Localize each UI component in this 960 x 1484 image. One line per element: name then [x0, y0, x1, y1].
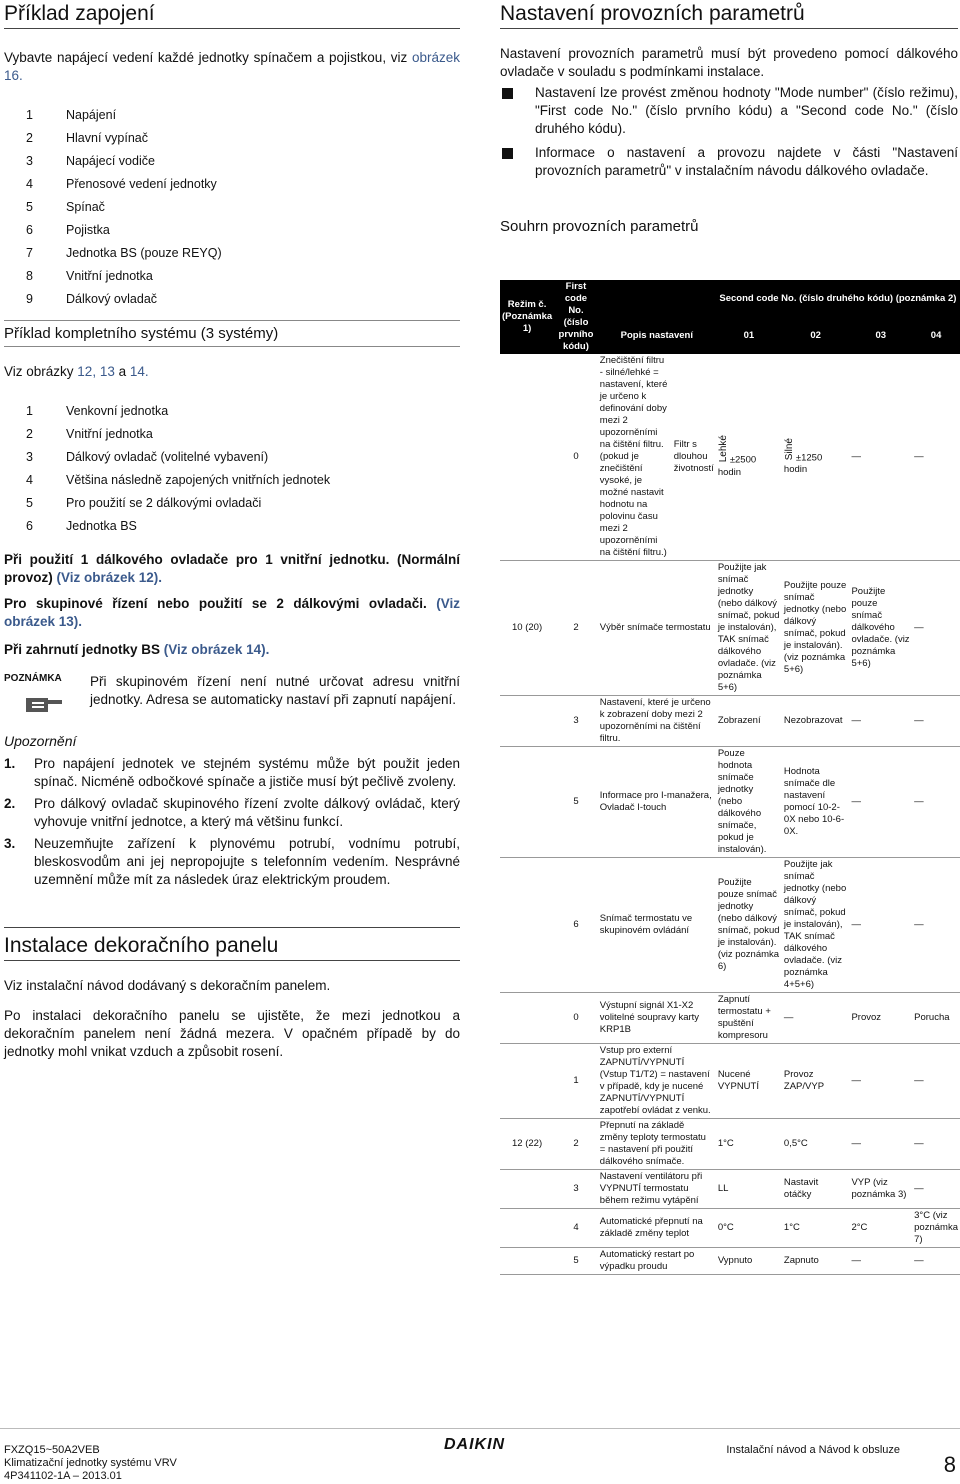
- table-row: [500, 561, 960, 696]
- warning-text: Pro napájení jednotek ve stejném systému může být použit jeden spínač. Nicméně odbočkové spínače a jističe musí být pečlivě zvoleny.: [34, 756, 460, 789]
- row-mode: [500, 1248, 554, 1275]
- row-first-code: 2: [573, 622, 579, 633]
- row-col-04: —: [914, 1255, 924, 1266]
- use-case-1: [4, 551, 460, 587]
- settings-intro: Nastavení provozních parametrů musí být provedeno pomocí dálkového ovladače v souladu s podmínkami instalace.: [500, 46, 958, 79]
- legend-number: 2: [26, 426, 33, 441]
- legend-item: [4, 264, 460, 287]
- table-row: [500, 747, 960, 858]
- row-mode: [500, 1044, 554, 1119]
- row-description: Výběr snímače termostatu: [599, 622, 711, 633]
- table-row: [500, 354, 960, 561]
- row-col-01: Vypnuto: [717, 1255, 753, 1266]
- legend-text: Pojistka: [66, 222, 110, 237]
- warning-number: 3.: [4, 836, 16, 851]
- row-col-03: —: [851, 1255, 861, 1266]
- left-column: [4, 0, 460, 1061]
- subtitle-bar: [4, 320, 460, 347]
- table-row: [500, 1170, 960, 1209]
- filter-label: Filtr s dlouhou životností: [673, 439, 714, 474]
- row-description: Snímač termostatu ve skupinovém ovládání: [599, 913, 693, 936]
- row-col-04: —: [914, 622, 924, 633]
- row-first-code: 2: [573, 1138, 579, 1149]
- bullet-1: [500, 84, 958, 138]
- right-column: [500, 0, 958, 235]
- intro-paragraph: [4, 49, 460, 85]
- legend-number: 1: [26, 403, 33, 418]
- legend-item: [4, 103, 460, 126]
- legend-item: [4, 126, 460, 149]
- footer-left: [4, 1444, 177, 1483]
- row-col-02: —: [783, 1012, 794, 1023]
- header-desc: Popis nastavení: [598, 317, 716, 354]
- legend-item: [4, 514, 460, 537]
- legend-number: 9: [26, 291, 33, 306]
- warning-list: [4, 755, 460, 889]
- legend-text: Vnitřní jednotka: [66, 268, 153, 283]
- legend-number: 3: [26, 153, 33, 168]
- row-first-code: 0: [573, 1012, 579, 1023]
- row-col-02: 1°C: [783, 1222, 800, 1233]
- row-col-03: VYP (viz poznámka 3): [851, 1177, 907, 1200]
- legend-number: 4: [26, 472, 33, 487]
- legend-text: Venkovní jednotka: [66, 403, 169, 418]
- table-row: [500, 1209, 960, 1248]
- intro-text: Vybavte napájecí vedení každé jednotky spínačem a pojistkou, viz: [4, 50, 408, 65]
- row-mode: [500, 1209, 554, 1248]
- section2-title: Instalace dekoračního panelu: [4, 934, 279, 957]
- row-col-03: —: [851, 1138, 861, 1149]
- row-col-03: —: [851, 1075, 861, 1086]
- row-description: Nastavení, které je určeno k zobrazení doby mezi 2 upozorněními na čištění filtru.: [599, 697, 711, 744]
- row-mode: [500, 354, 554, 561]
- use2-text: Pro skupinové řízení nebo použití se 2 dálkovými ovladači.: [4, 596, 427, 611]
- footer-product: Klimatizační jednotky systému VRV: [4, 1457, 177, 1469]
- legend-text: Jednotka BS: [66, 518, 137, 533]
- row-mode: [500, 1170, 554, 1209]
- row-mode: [500, 696, 554, 747]
- row-col-01: LL: [717, 1183, 729, 1194]
- page-title: Příklad zapojení: [4, 2, 155, 25]
- light-label: Lehké: [717, 435, 729, 463]
- row-col-04: —: [914, 1183, 924, 1194]
- row-col-01: Použijte pouze snímač jednotky (nebo dálkový snímač, pokud je instalován). (viz poznámka 6): [717, 877, 780, 972]
- row-first-code: 5: [573, 1255, 579, 1266]
- legend-number: 2: [26, 130, 33, 145]
- row-mode: 12 (22): [512, 1138, 543, 1149]
- deco-paragraph-2: Po instalaci dekoračního panelu se ujistěte, že mezi jednotkou a dekoračním panelem není žádná mezera. V opačném případě by do jednotky mohl vnikat vzduch a způsobit rosení.: [4, 1008, 460, 1059]
- row-col-01: Zobrazení: [717, 715, 761, 726]
- footer-doc: Instalační návod a Návod k obsluze: [726, 1444, 900, 1456]
- footer-model: FXZQ15~50A2VEB: [4, 1444, 100, 1456]
- legend-list-2: [4, 399, 460, 537]
- row-description: Nastavení ventilátoru při VYPNUTÍ termostatu během režimu vytápění: [599, 1171, 703, 1206]
- legend-item: [4, 445, 460, 468]
- use3-link[interactable]: (Viz obrázek 14).: [163, 642, 270, 657]
- footer-code: 4P341102-1A – 2013.01: [4, 1470, 122, 1482]
- note-label-area: [4, 673, 90, 723]
- row-first-code: 3: [573, 1183, 579, 1194]
- use1-text: Při použití 1 dálkového ovladače pro 1 vnitřní jednotku. (Normální provoz): [4, 552, 460, 585]
- row-mode: [500, 993, 554, 1044]
- legend-text: Napájecí vodiče: [66, 153, 155, 168]
- row-col-02: Provoz ZAP/VYP: [783, 1069, 825, 1092]
- warning-number: 1.: [4, 756, 16, 771]
- row-first-code: 4: [573, 1222, 579, 1233]
- row-col-01: Pouze hodnota snímače jednotky (nebo dálkového snímače, pokud je instalován).: [717, 748, 767, 855]
- row-col-04: Porucha: [914, 1012, 950, 1023]
- row-col-04: —: [914, 715, 924, 726]
- legend-text: Dálkový ovladač (volitelné vybavení): [66, 449, 269, 464]
- section2-bar: [4, 927, 460, 961]
- legend-number: 7: [26, 245, 33, 260]
- bullet-2: [500, 144, 958, 180]
- settings-title: Nastavení provozních parametrů: [500, 2, 805, 25]
- table-row: [500, 858, 960, 993]
- right-title-bar: [500, 0, 958, 29]
- table-row: [500, 1119, 960, 1170]
- warning-number: 2.: [4, 796, 16, 811]
- header-col-02: 02: [782, 317, 850, 354]
- legend-number: 6: [26, 518, 33, 533]
- warning-text: Pro dálkový ovladač skupinového řízení zvolte dálkový ovládač, který vyhovuje vnitřní jednotce, a který má většinu funkcí.: [34, 796, 460, 829]
- row-col-01: [716, 354, 782, 561]
- header-col-04: 04: [912, 317, 960, 354]
- row-col-02: Použijte pouze snímač jednotky (nebo dálkový snímač, pokud je instalován). (viz poznámka 5+6): [783, 580, 847, 675]
- bullet-square-icon: [502, 148, 513, 159]
- legend-number: 4: [26, 176, 33, 191]
- legend-item: [4, 422, 460, 445]
- legend-item: [4, 149, 460, 172]
- warning-title: Upozornění: [4, 733, 77, 749]
- row-col-02: Hodnota snímače dle nastavení pomocí 10-2-0X nebo 10-6-0X.: [783, 766, 845, 837]
- table-body: [500, 354, 960, 1275]
- row-col-01: Zapnutí termostatu + spuštění kompresoru: [717, 994, 771, 1041]
- row-description: Automatický restart po výpadku proudu: [599, 1249, 695, 1272]
- row-col-04: —: [914, 451, 924, 462]
- use3-text: Při zahrnutí jednotky BS: [4, 642, 161, 657]
- row-col-01: 1°C: [717, 1138, 734, 1149]
- use2-link[interactable]: (Viz obrázek 13).: [4, 596, 460, 629]
- row-description: Výstupní signál X1-X2 volitelné soupravy karty KRP1B: [599, 1000, 700, 1035]
- row-col-04: 3°C (viz poznámka 7): [914, 1210, 958, 1245]
- row-col-01: 0°C: [717, 1222, 734, 1233]
- row-col-01-value: ±2500 hodin: [717, 454, 757, 478]
- row-col-03: Použijte pouze snímač dálkového ovladače. (viz poznámka 5+6): [851, 586, 910, 669]
- legend-item: [4, 195, 460, 218]
- legend-item: [4, 399, 460, 422]
- table-header-row: [500, 280, 960, 317]
- bullet-1-text: Nastavení lze provést změnou hodnoty "Mode number" (číslo režimu), "First code No." (číslo prvního kódu) a "Second code No." (číslo druhého kódu).: [535, 85, 958, 136]
- note-box: [4, 673, 460, 723]
- summary-title: Souhrn provozních parametrů: [500, 218, 699, 235]
- row-description: Automatické přepnutí na základě změny teplot: [599, 1216, 703, 1239]
- note-text: Při skupinovém řízení není nutné určovat adresu vnitřní jednotky. Adresa se automaticky nastaví při zapnutí napájení.: [90, 674, 460, 707]
- row-col-03: Provoz: [851, 1012, 882, 1023]
- row-first-code: 0: [573, 451, 579, 462]
- legend-item: [4, 491, 460, 514]
- see-figures: [4, 363, 460, 381]
- table-row: [500, 696, 960, 747]
- legend-text: Dálkový ovladač: [66, 291, 158, 306]
- legend-number: 1: [26, 107, 33, 122]
- legend-number: 8: [26, 268, 33, 283]
- legend-item: [4, 468, 460, 491]
- legend-text: Napájení: [66, 107, 117, 122]
- table-row: [500, 1248, 960, 1275]
- row-col-03: —: [851, 451, 861, 462]
- use-case-2: [4, 595, 460, 631]
- bullet-square-icon: [502, 88, 513, 99]
- note-label: POZNÁMKA: [4, 673, 62, 684]
- page-number: 8: [943, 1452, 956, 1477]
- legend-item: [4, 287, 460, 310]
- intro-link[interactable]: obrázek 16.: [4, 50, 460, 83]
- legend-list-1: [4, 103, 460, 310]
- bullet-2-text: Informace o nastavení a provozu najdete v části "Nastavení provozních parametrů" v instalačním návodu dálkového ovladače.: [535, 145, 958, 178]
- row-mode: 10 (20): [512, 622, 543, 633]
- row-col-02-value: ±1250 hodin: [783, 452, 823, 476]
- row-col-04: —: [914, 919, 924, 930]
- row-col-02: [782, 354, 850, 561]
- see-links[interactable]: 12, 13: [77, 364, 115, 379]
- legend-text: Vnitřní jednotka: [66, 426, 153, 441]
- row-description: Znečištění filtru - silné/lehké = nastavení, které je určeno k definování doby mezi 2 upozorněními na čištění filtru. (pokud je znečištění vysoké, je možné nastavit hodnotu na polovinu času mezi 2 upozorněními na čištění filtru.): [599, 355, 668, 558]
- deco-paragraph-1: Viz instalační návod dodávaný s dekoračním panelem.: [4, 978, 331, 993]
- header-mode: Režim č. (Poznámka 1): [500, 280, 554, 354]
- legend-number: 5: [26, 495, 33, 510]
- header-second-code: Second code No. (číslo druhého kódu) (poznámka 2): [716, 280, 960, 317]
- header-col-03: 03: [849, 317, 912, 354]
- see-prefix: Viz obrázky: [4, 364, 74, 379]
- row-description: Informace pro I-manažera, Ovladač I-touch: [599, 790, 712, 813]
- header-first-code: First code No. (číslo prvního kódu): [554, 280, 598, 354]
- row-first-code: 5: [573, 796, 579, 807]
- legend-item: [4, 241, 460, 264]
- row-col-04: —: [914, 1075, 924, 1086]
- header-col-01: 01: [716, 317, 782, 354]
- row-col-03: —: [851, 796, 861, 807]
- warning-text: Neuzemňujte zařízení k plynovému potrubí, vodnímu potrubí, bleskosvodům ani jej nepropojujte s telefonním vedením. Nesprávné uzemnění může mít za následek úraz elektrickým proudem.: [34, 836, 460, 887]
- row-col-01: Použijte jak snímač jednotky (nebo dálkový snímač, pokud je instalován), TAK snímač dálkového ovladače. (viz poznámka 5+6): [717, 562, 780, 693]
- subtitle: Příklad kompletního systému (3 systémy): [4, 325, 279, 342]
- pointing-hand-icon: [24, 690, 64, 720]
- legend-number: 5: [26, 199, 33, 214]
- row-mode: [500, 747, 554, 858]
- legend-item: [4, 172, 460, 195]
- legend-text: Hlavní vypínač: [66, 130, 148, 145]
- row-col-02: Nastavit otáčky: [783, 1177, 819, 1200]
- legend-text: Pro použití se 2 dálkovými ovladači: [66, 495, 262, 510]
- table-row: [500, 993, 960, 1044]
- row-col-02: 0,5°C: [783, 1138, 808, 1149]
- row-first-code: 1: [573, 1075, 579, 1086]
- row-col-01: Nucené VYPNUTÍ: [717, 1069, 759, 1092]
- warning-item: [4, 755, 460, 791]
- legend-text: Spínač: [66, 199, 105, 214]
- row-first-code: 6: [573, 919, 579, 930]
- footer-rule: [0, 1428, 960, 1429]
- legend-text: Přenosové vedení jednotky: [66, 176, 217, 191]
- row-col-02: Zapnuto: [783, 1255, 819, 1266]
- see-and: a: [118, 364, 127, 379]
- legend-item: [4, 218, 460, 241]
- use1-link[interactable]: (Viz obrázek 12).: [56, 570, 163, 585]
- row-description: Přepnutí na základě změny teploty termostatu = nastavení při použití dálkového snímače.: [599, 1120, 706, 1167]
- legend-text: Jednotka BS (pouze REYQ): [66, 245, 222, 260]
- row-col-03: 2°C: [851, 1222, 868, 1233]
- row-col-04: —: [914, 796, 924, 807]
- row-col-04: —: [914, 1138, 924, 1149]
- use-case-3: [4, 641, 460, 659]
- settings-summary-table: [500, 280, 960, 1275]
- row-col-02: Použijte jak snímač jednotky (nebo dálkový snímač, pokud je instalován), TAK snímač dálkového ovladače. (viz poznámka 4+5+6): [783, 859, 847, 990]
- row-first-code: 3: [573, 715, 579, 726]
- row-col-03: —: [851, 715, 861, 726]
- legend-number: 6: [26, 222, 33, 237]
- row-col-03: —: [851, 919, 861, 930]
- row-col-02: Nezobrazovat: [783, 715, 843, 726]
- left-title-bar: [4, 0, 460, 29]
- warning-item: [4, 835, 460, 889]
- header-blank: [598, 280, 716, 317]
- row-mode: [500, 858, 554, 993]
- strong-label: Silné: [783, 437, 795, 461]
- legend-text: Většina následně zapojených vnitřních jednotek: [66, 472, 331, 487]
- see-last-link[interactable]: 14.: [129, 364, 149, 379]
- warning-item: [4, 795, 460, 831]
- legend-number: 3: [26, 449, 33, 464]
- table-row: [500, 1044, 960, 1119]
- daikin-logo: DAIKIN: [444, 1436, 506, 1453]
- row-description: Vstup pro externí ZAPNUTÍ/VYPNUTÍ (Vstup T1/T2) = nastavení v případě, kdy je nucené ZAPNUTÍ/VYPNUTÍ zapotřebí ovládat z venku.: [599, 1045, 711, 1116]
